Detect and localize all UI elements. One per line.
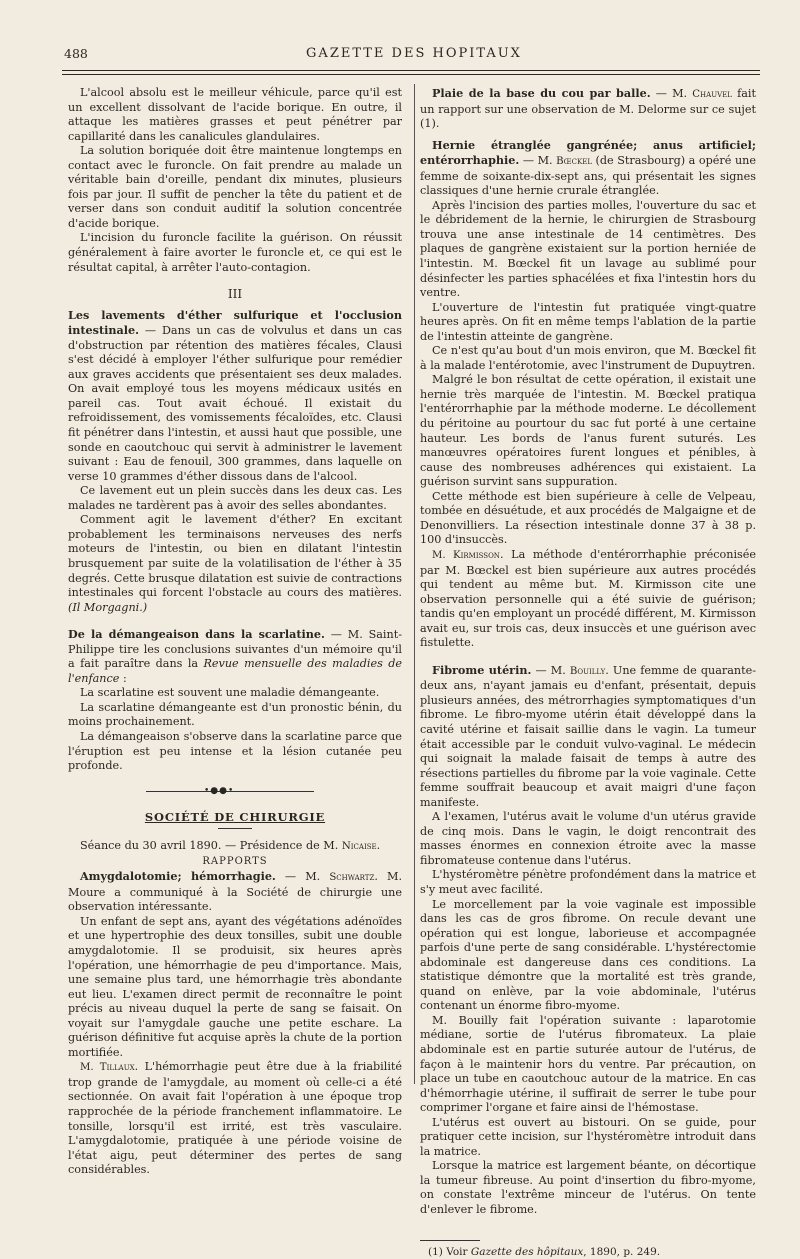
session-line — [68, 839, 402, 855]
paragraph: L'ouverture de l'intestin fut pratiquée vingt-quatre heures après. On fit en même temps l'ablation de la partie de l'intestin atteinte de gangrène. — [420, 300, 756, 343]
author-name: Chauvel — [692, 89, 732, 100]
short-rule — [218, 828, 252, 829]
footnote-rule — [420, 1240, 480, 1241]
left-column — [68, 86, 402, 1178]
article-text: — M. — [531, 663, 570, 677]
section-ornament — [68, 784, 402, 798]
spacer — [68, 615, 402, 627]
article-plaie — [420, 86, 756, 132]
article-text: (de Strasbourg) a opéré une femme de soixante-dix-sept ans, qui présentait les signes classiques d'une hernie crurale étranglée. — [420, 154, 756, 198]
running-title: GAZETTE DES HOPITAUX — [306, 46, 522, 61]
paragraph: Malgré le bon résultat de cette opération, il existait une hernie très marquée de l'intestin. M. Bœckel pratiqua l'entérorrhaphie par la méthode moderne. Le décollement du péritoine au pourtour du sac fut porté à une certaine hauteur. Les bords de l'anus furent suturés. Les manœuvres opératoires furent longues et pénibles, à cause des nombreuses adhérences qui existaient. La guérison survint sans suppuration. — [420, 373, 756, 489]
paragraph: Un enfant de sept ans, ayant des végétations adénoïdes et une hypertrophie des deux tonsilles, subit une double amygdalotomie. Il se produisit, six heures après l'opération, une hémorrhagie de peu d'importance. Mais, une semaine plus tard, une hémorrhagie très abondante eut lieu. L'examen direct permit de reconnaître le point précis au niveau duquel la perte de sang se faisait. On voyait sur l'amygdale gauche une petite eschare. La guérison définitive fut acquise après la chute de la portion mortifiée. — [68, 914, 402, 1059]
footnote-text: (1) Voir — [428, 1245, 471, 1258]
article-text: . Une femme de quarante-deux ans, n'ayant jamais eu d'enfant, présentait, depuis plusieurs années, des métrorrhagies symptomatiques d'un fibrome. Le fibro-myome utérin était développé dans la cavité utérine et faisait saillie dans le vagin. La tumeur était accessible par le conduit vulvo-vaginal. Le médecin qui soignait la malade faisait de temps à autre des résections partielles du fibrome par la voie vaginale. Cette femme souffrait beaucoup et avait maigri d'une façon manifeste. — [420, 663, 756, 809]
paragraph: Lorsque la matrice est largement béante, on décortique la tumeur fibreuse. Au point d'insertion du fibro-myome, on constate l'extrême minceur de l'utérus. On tente d'enlever le fibrome. — [420, 1159, 756, 1217]
paragraph: La scarlatine démangeante est d'un pronostic bénin, du moins prochainement. — [68, 700, 402, 729]
paragraph-text: . La méthode d'entérorrhaphie préconisée par M. Bœckel est bien supérieure aux autres procédés qui tendent au même but. M. Kirmisson cite une observation personnelle qui a été suivie de guérison; tandis qu'en employant un procédé différent, M. Kirmisson avait eu, sur trois cas, deux insuccès et une guérison avec fistulette. — [420, 547, 756, 650]
paragraph-text: . L'hémorrhagie peut être due à la friabilité trop grande de l'amygdale, au moment où celle-ci a été sectionnée. On avait fait l'opération à une époque trop rapprochée de la période franchement inflammatoire. Le tonsille, lorsqu'il est irrité, est très vasculaire. L'amygdalotomie, pratiquée à une période voisine de l'état aigu, peut déterminer des pertes de sang considérables. — [68, 1060, 403, 1177]
article-text: — Dans un cas de volvulus et dans un cas d'obstruction par rétention des matières fécales, Clausi s'est décidé à employer l'éther sulfurique pour remédier aux graves accidents que présentaient ses deux malades. On avait employé tous les moyens médicaux usités en pareil cas. Tout avait échoué. Il existait du refroidissement, des vomissements fécaloïdes, etc. Clausi fit pénétrer dans l'intestin, et aussi haut que possible, une sonde en caoutchouc qui servit à administrer le lavement suivant : Eau de fenouil, 300 grammes, dans laquelle on verse 10 grammes d'éther dissous dans de l'alcool. — [68, 324, 402, 483]
source-citation: (Il Morgagni.) — [68, 600, 148, 614]
article-lavements — [68, 308, 402, 485]
rapports-heading: RAPPORTS — [202, 855, 268, 867]
session-text: . — [376, 839, 381, 853]
paragraph: A l'examen, l'utérus avait le volume d'un utérus gravide de cinq mois. Dans le vagin, le doigt rencontrait des masses énormes en connexion étroite avec la masse fibromateuse contenue dans l'utérus. — [420, 810, 756, 867]
paragraph: L'utérus est ouvert au bistouri. On se guide, pour pratiquer cette incision, sur l'hystéromètre introduit dans la matrice. — [420, 1115, 756, 1158]
article-text: — M. — [650, 87, 693, 100]
paragraph — [420, 548, 756, 651]
paragraph: Ce lavement eut un plein succès dans les deux cas. Les malades ne tardèrent pas à avoir des selles abondantes. — [68, 484, 402, 512]
paragraph: La démangeaison s'observe dans la scarlatine parce que l'éruption est peu intense et la lésion cutanée peu profonde. — [68, 729, 402, 773]
paragraph: La solution boriquée doit être maintenue longtemps en contact avec le furoncle. On fait prendre au malade un véritable bain d'oreille, pendant dix minutes, plusieurs fois par jour. Il suffit de pencher la tête du patient et de verser dans son conduit auditif la solution concentrée d'acide borique. — [68, 144, 402, 230]
article-text: : — [119, 671, 127, 685]
paragraph-text: Comment agit le lavement d'éther? En excitant probablement les terminaisons nerveuses des nerfs moteurs de l'intestin, ou bien en dilatant l'intestin brusquement par suite de la volatilisation de l'éther à 35 degrés. Cette brusque dilatation est suivie de contractions intestinales qui forcent l'obstacle au cours des matières. — [68, 513, 402, 600]
paragraph: L'alcool absolu est le meilleur véhicule, parce qu'il est un excellent dissolvant de l'acide borique. En outre, il attaque les matières grasses et peut pénétrer par capillarité dans les canalicules glandulaires. — [68, 86, 402, 143]
header-rule-thick — [62, 70, 760, 71]
author-name: Bœckel — [556, 156, 592, 168]
article-text: fait un rapport sur une observation de M. Delorme sur ce sujet (1). — [420, 87, 756, 131]
footnote-text: , 1890, p. 249. — [583, 1245, 661, 1258]
ornament-glyph: •●●• — [204, 785, 235, 796]
paragraph: M. Bouilly fait l'opération suivante : laparotomie médiane, sortie de l'utérus fibromateux. La plaie abdominale est en partie suturée autour de l'utérus, de façon à le maintenir hors du ventre. Par précaution, on place un tube en caoutchouc autour de la matrice. En cas d'hémorrhagie utérine, il suffirait de serrer le tube pour comprimer l'organe et faire ainsi de l'hémostase. — [420, 1013, 756, 1115]
section-number: III — [227, 287, 243, 302]
column-divider — [414, 84, 415, 1084]
author-name: Bouilly — [569, 665, 606, 677]
article-title: De la démangeaison dans la scarlatine. — [68, 627, 325, 642]
article-text: — M. — [275, 870, 330, 884]
paragraph — [68, 513, 402, 615]
article-text: — M. — [519, 154, 557, 168]
article-text: — M. Saint-Philippe tire les conclusions suivantes d'un mémoire qu'il a fait paraître dans la — [68, 628, 402, 671]
paragraph: L'hystéromètre pénètre profondément dans la matrice et s'y meut avec facilité. — [420, 868, 756, 896]
article-title: Plaie de la base du cou par balle. — [432, 86, 651, 100]
article-demangeaison — [68, 627, 402, 686]
society-heading — [68, 810, 402, 825]
paragraph: Cette méthode est bien supérieure à celle de Velpeau, tombée en désuétude, et aux procédés de Malgaigne et de Denonvilliers. La résection intestinale donne 37 à 38 p. 100 d'insuccès. — [420, 489, 756, 547]
author-name: M. Tillaux — [80, 1062, 135, 1074]
page-header — [64, 46, 764, 68]
session-text: Séance du 30 avril 1890. — Présidence de M. — [80, 839, 342, 853]
article-title: Fibrome utérin. — [432, 662, 532, 677]
paragraph: Ce n'est qu'au bout d'un mois environ, que M. Bœckel fit à la malade l'entérotomie, avec l'instrument de Dupuytren. — [420, 344, 756, 372]
paragraph: La scarlatine est souvent une maladie démangeante. — [80, 686, 380, 700]
paragraph: Le morcellement par la voie vaginale est impossible dans les cas de gros fibrome. On recule devant une opération qui est longue, laborieuse et accompagnée parfois d'une perte de sang considérable. L'hystérectomie abdominale est dangereuse dans ces conditions. La statistique démontre que la mortalité est très grande, quand on enlève, par la voie abdominale, l'utérus contenant un énorme fibro-myome. — [420, 897, 756, 1013]
article-title: Hernie étranglée gangrénée; anus artificiel; entérorrhaphie. — [420, 137, 756, 168]
page-number: 488 — [64, 46, 88, 61]
journal-name: Gazette des hôpitaux — [470, 1245, 584, 1258]
journal-name: Revue mensuelle des maladies de l'enfance — [68, 657, 402, 685]
author-name: M. Kirmisson — [432, 549, 500, 561]
article-title: Les lavements d'éther sulfurique et l'occlusion intestinale. — [68, 307, 402, 338]
article-amygdalotomie — [68, 869, 402, 915]
paragraph: L'incision du furoncle facilite la guérison. On réussit généralement à faire avorter le furoncle et, ce qui est le résultat capital, à arrêter l'auto-contagion. — [68, 231, 402, 274]
president-name: Nicaise — [341, 841, 377, 853]
article-hernie — [420, 138, 756, 199]
article-text: . M. Moure a communiqué à la Société de chirurgie une observation intéressante. — [68, 870, 403, 914]
paragraph: Après l'incision des parties molles, l'ouverture du sac et le débridement de la hernie, le chirurgien de Strasbourg trouva une anse intestinale de 14 centimètres. Des plaques de gangrène existaient sur la portion herniée de l'intestin. M. Bœckel fit un lavage au sublimé pour désinfecter les parties sphacélées et fixa l'intestin hors du ventre. — [420, 198, 756, 300]
article-title: Amygdalotomie; hémorrhagie. — [80, 869, 276, 884]
society-heading-text: SOCIÉTÉ DE CHIRURGIE — [144, 809, 326, 824]
paragraph — [68, 1060, 402, 1177]
header-rule-thin — [62, 74, 760, 75]
right-column — [420, 86, 756, 1259]
article-fibrome — [420, 663, 756, 810]
author-name: Schwartz — [329, 872, 375, 884]
footnote — [420, 1245, 756, 1259]
spacer — [420, 651, 756, 663]
